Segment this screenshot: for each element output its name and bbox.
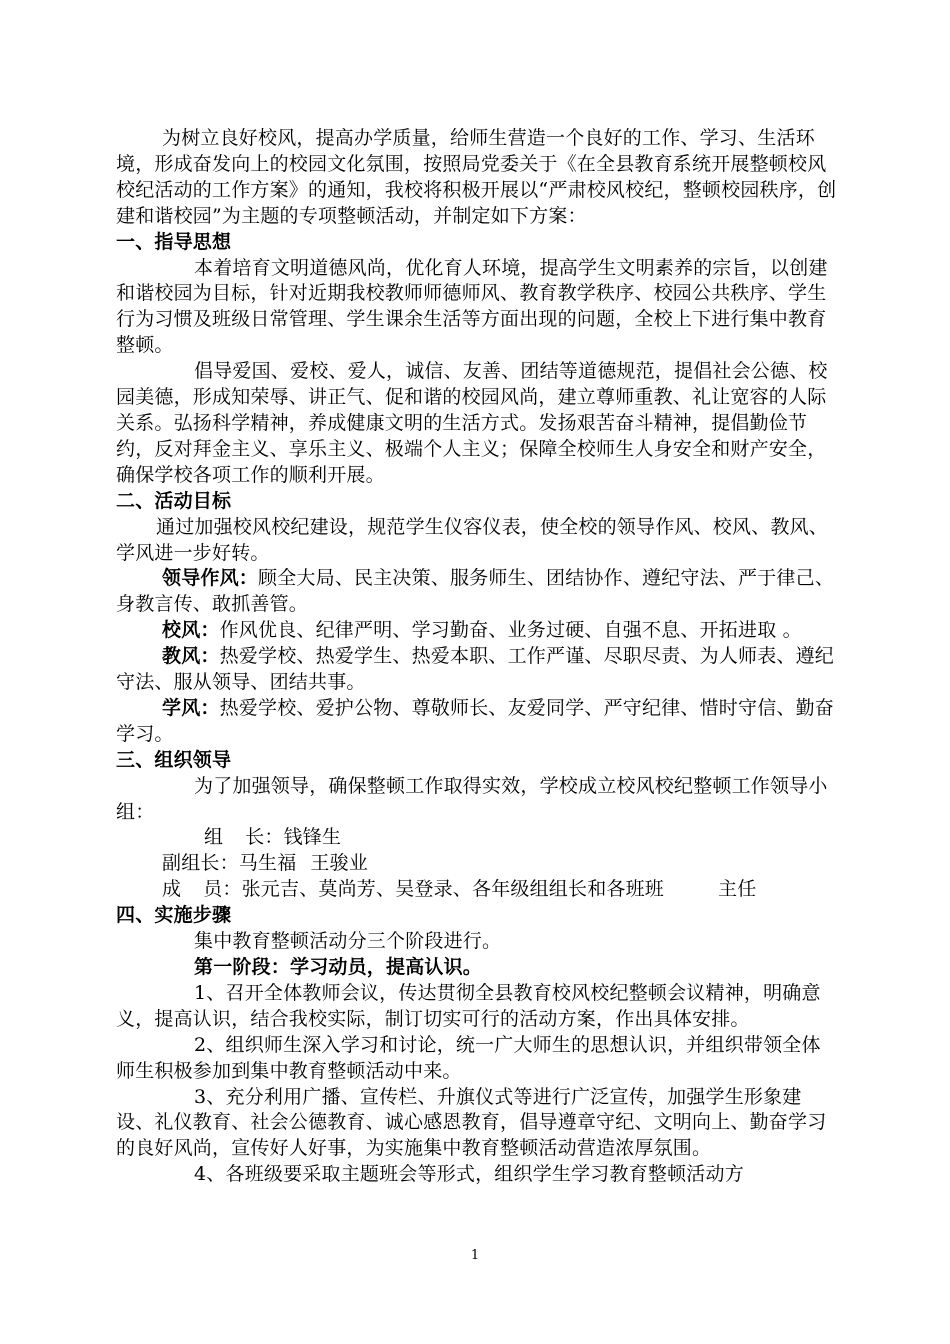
goal-label: 校风： [162,619,220,642]
vice-leader-line [116,851,838,877]
member-list-tail: 主任 [718,878,757,901]
document-body [116,126,838,1188]
paragraph: 本着培育文明道德风尚，优化育人环境，提高学生文明素养的宗旨，以创建和谐校园为目标，针对近期我校教师师德师风、教育教学秩序、校园公共秩序、学生行为习惯及班级日常管理、学生课余生活等方面出现的问题，全校上下进行集中教育整顿。 [116,256,828,357]
section-heading-organization: 三、组织领导 [116,748,232,771]
leader-line [116,825,838,851]
goal-label: 教风： [162,645,220,668]
vice-name: 马生福 [238,852,297,875]
section-heading-implementation: 四、实施步骤 [116,904,232,927]
step-item: 2、组织师生深入学习和讨论，统一广大师生的思想认识，并组织带领全体师生积极参加到集中教育整顿活动中来。 [116,1033,821,1082]
paragraph: 为了加强领导，确保整顿工作取得实效，学校成立校风校纪整顿工作领导小组： [116,774,828,823]
vice-label: 副组长： [162,852,239,875]
goal-school-style [116,618,838,644]
member-list: 张元吉、莫尚芳、吴登录、各年级组组长和各班班 [241,878,665,901]
goal-label: 领导作风： [162,567,259,590]
goal-text: 热爱学校、爱护公物、尊敬师长、友爱同学、严守纪律、惜时守信、勤奋学习。 [116,696,835,745]
step-item: 1、召开全体教师会议，传达贯彻全县教育校风校纪整顿会议精神，明确意义，提高认识，结合我校实际，制订切实可行的活动方案，作出具体安排。 [116,981,821,1030]
section-heading-guiding-thought: 一、指导思想 [116,230,232,253]
page-number: 1 [470,1248,480,1263]
goal-text: 作风优良、纪律严明、学习勤奋、业务过硬、自强不息、开拓进取 。 [219,619,802,642]
step-item: 4、各班级要采取主题班会等形式，组织学生学习教育整顿活动方 [194,1163,744,1186]
goal-leadership [116,566,838,618]
intro-paragraph: 为树立良好校风，提高办学质量，给师生营造一个良好的工作、学习、生活环境，形成奋发向上的校园文化氛围，按照局党委关于《在全县教育系统开展整顿校风校纪活动的工作方案》的通知，我校将积极开展以“严肃校风校纪，整顿校园秩序，创建和谐校园”为主题的专项整顿活动，并制定如下方案： [116,127,837,227]
vice-name: 王骏业 [310,852,369,875]
goal-label: 学风： [162,696,220,719]
step-item: 3、充分利用广播、宣传栏、升旗仪式等进行广泛宣传，加强学生形象建设、礼仪教育、社会公德教育、诚心感恩教育，倡导遵章守纪、文明向上、勤奋学习的良好风尚，宣传好人好事，为实施集中教育整顿活动营造浓厚氛围。 [116,1085,827,1160]
stage-title: 第一阶段：学习动员，提高认识。 [194,956,483,978]
leader-name: 钱锋生 [283,826,342,849]
members-line [116,877,838,903]
paragraph: 倡导爱国、爱校、爱人，诚信、友善、团结等道德规范，提倡社会公德、校园美德，形成知荣辱、讲正气、促和谐的校园风尚，建立尊师重教、礼让宽容的人际关系。弘扬科学精神，养成健康文明的生活方式。发扬艰苦奋斗精神，提倡勤俭节约，反对拜金主义、享乐主义、极端个人主义；保障全校师生人身安全和财产安全，确保学校各项工作的顺利开展。 [116,360,828,486]
paragraph: 集中教育整顿活动分三个阶段进行。 [194,930,502,953]
goal-text: 热爱学校、热爱学生、热爱本职、工作严谨、尽职尽责、为人师表、遵纪守法、服从领导、团结共事。 [116,645,835,694]
goal-teaching-style [116,644,838,696]
paragraph: 通过加强校风校纪建设，规范学生仪容仪表，使全校的领导作风、校风、教风、学风进一步好转。 [116,515,829,564]
leader-label: 组 [204,826,224,849]
goal-study-style [116,696,838,748]
member-label: 成 [162,878,182,901]
goal-text: 顾全大局、民主决策、服务师生、团结协作、遵纪守法、严于律己、身教言传、敢抓善管。 [116,567,835,616]
leader-label: 长： [245,826,284,849]
section-heading-activity-goals: 二、活动目标 [116,489,232,512]
member-label: 员： [203,878,242,901]
